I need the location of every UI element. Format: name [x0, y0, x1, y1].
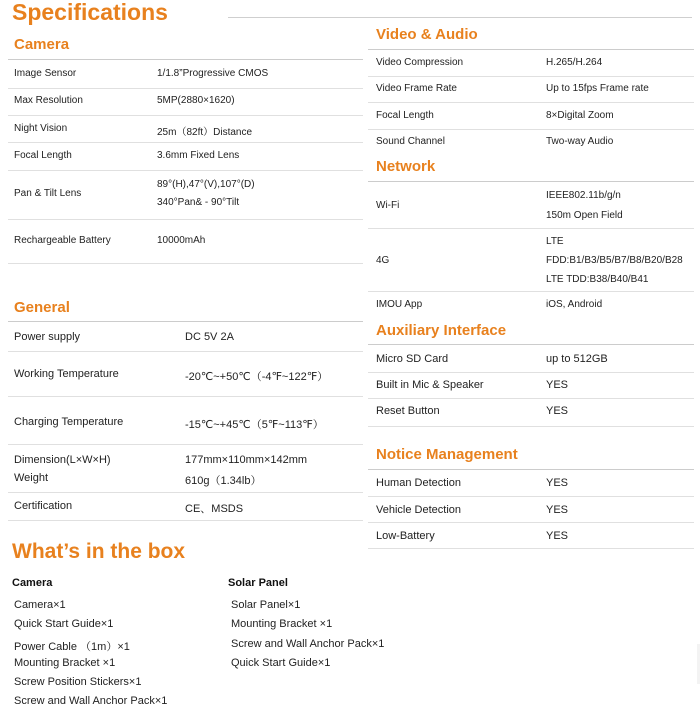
- box-camera-item: Power Cable （1m）×1: [14, 641, 130, 653]
- spec-key: Micro SD Card: [376, 353, 449, 365]
- divider: [8, 321, 363, 322]
- spec-value: YES: [546, 379, 569, 391]
- box-solar-item: Quick Start Guide×1: [231, 657, 331, 669]
- spec-value: 89°(H),47°(V),107°(D): [157, 179, 255, 190]
- box-solar-title: Solar Panel: [228, 577, 288, 589]
- spec-key: Vehicle Detection: [376, 504, 461, 516]
- spec-value: Two-way Audio: [546, 136, 614, 147]
- divider: [8, 142, 363, 143]
- spec-row-wifi: [376, 190, 694, 226]
- spec-key: Night Vision: [14, 123, 68, 134]
- spec-key: Focal Length: [14, 150, 72, 161]
- divider: [8, 444, 363, 445]
- divider: [8, 492, 363, 493]
- spec-key: Wi-Fi: [376, 200, 400, 211]
- divider: [368, 129, 694, 130]
- camera-heading: Camera: [14, 36, 70, 53]
- general-heading: General: [14, 299, 70, 316]
- divider: [8, 396, 363, 397]
- divider: [368, 372, 694, 373]
- spec-key: Focal Length: [376, 110, 434, 121]
- spec-value: FDD:B1/B3/B5/B7/B8/B20/B28: [546, 255, 683, 266]
- spec-value: 1/1.8”Progressive CMOS: [157, 68, 269, 79]
- network-heading: Network: [376, 158, 436, 175]
- spec-value: YES: [546, 405, 569, 417]
- spec-value: IEEE802.11b/g/n: [546, 190, 621, 201]
- spec-value: YES: [546, 477, 569, 489]
- spec-value: LTE TDD:B38/B40/B41: [546, 274, 649, 285]
- spec-key: Working Temperature: [14, 368, 119, 380]
- divider: [8, 59, 363, 60]
- box-camera-item: Mounting Bracket ×1: [14, 657, 116, 669]
- divider: [368, 228, 694, 229]
- divider: [368, 548, 694, 549]
- spec-value: 177mm×110mm×142mm: [185, 454, 308, 466]
- spec-value: -20℃~+50℃（-4℉~122℉）: [185, 371, 329, 383]
- spec-key: Rechargeable Battery: [14, 235, 111, 246]
- spec-row-dimension-weight: [14, 454, 364, 488]
- spec-key: Sound Channel: [376, 136, 445, 147]
- spec-value: YES: [546, 530, 569, 542]
- spec-value: -15℃~+45℃（5℉~113℉）: [185, 419, 324, 431]
- box-solar-item: Mounting Bracket ×1: [231, 618, 333, 630]
- spec-key: Max Resolution: [14, 95, 83, 106]
- divider: [8, 219, 363, 220]
- divider: [8, 263, 363, 264]
- divider: [368, 344, 694, 345]
- divider: [368, 496, 694, 497]
- spec-key: Low-Battery: [376, 530, 435, 542]
- spec-key: IMOU App: [376, 299, 423, 310]
- box-camera-item: Screw and Wall Anchor Pack×1: [14, 695, 168, 707]
- divider: [8, 351, 363, 352]
- divider: [368, 76, 694, 77]
- spec-key: Charging Temperature: [14, 416, 124, 428]
- divider: [368, 181, 694, 182]
- spec-value: iOS, Android: [546, 299, 603, 310]
- spec-value: 610g（1.34lb）: [185, 475, 262, 487]
- box-camera-item: Camera×1: [14, 599, 66, 611]
- spec-key: Image Sensor: [14, 68, 77, 79]
- spec-key: Certification: [14, 500, 73, 512]
- spec-value: 340°Pan& - 90°Tilt: [157, 197, 240, 208]
- box-title: What’s in the box: [12, 540, 186, 563]
- page-title: Specifications: [12, 0, 168, 25]
- spec-key: Pan & Tilt Lens: [14, 188, 82, 199]
- box-camera-item: Screw Position Stickers×1: [14, 676, 142, 688]
- notice-heading: Notice Management: [376, 446, 518, 463]
- spec-value: Up to 15fps Frame rate: [546, 83, 649, 94]
- divider: [368, 469, 694, 470]
- box-solar-item: Solar Panel×1: [231, 599, 301, 611]
- spec-key: Video Compression: [376, 57, 464, 68]
- spec-key: 4G: [376, 255, 390, 266]
- spec-key: Human Detection: [376, 477, 461, 489]
- spec-key: Weight: [14, 472, 49, 484]
- spec-value: 150m Open Field: [546, 210, 623, 221]
- box-camera-item: Quick Start Guide×1: [14, 618, 114, 630]
- spec-key: Reset Button: [376, 405, 440, 417]
- auxiliary-heading: Auxiliary Interface: [376, 322, 507, 339]
- spec-value: LTE: [546, 236, 564, 247]
- spec-value: 25m（82ft）Distance: [157, 127, 253, 138]
- spec-key: Video Frame Rate: [376, 83, 457, 94]
- box-camera-title: Camera: [12, 577, 53, 589]
- divider: [368, 522, 694, 523]
- spec-key: Built in Mic & Speaker: [376, 379, 484, 391]
- spec-value: DC 5V 2A: [185, 331, 234, 343]
- divider: [8, 520, 363, 521]
- divider: [368, 102, 694, 103]
- box-solar-item: Screw and Wall Anchor Pack×1: [231, 638, 385, 650]
- divider: [368, 49, 694, 50]
- divider: [368, 426, 694, 427]
- divider: [368, 398, 694, 399]
- divider: [8, 170, 363, 171]
- spec-key: Dimension(L×W×H): [14, 454, 111, 466]
- spec-row-pan-tilt: [14, 179, 364, 213]
- video-audio-heading: Video & Audio: [376, 26, 478, 43]
- spec-value: H.265/H.264: [546, 57, 603, 68]
- spec-value: 5MP(2880×1620): [157, 95, 235, 106]
- spec-value: 8×Digital Zoom: [546, 110, 614, 121]
- spec-value: 10000mAh: [157, 235, 206, 246]
- spec-value: up to 512GB: [546, 353, 608, 365]
- divider: [8, 115, 363, 116]
- spec-value: 3.6mm Fixed Lens: [157, 150, 240, 161]
- spec-value: CE、MSDS: [185, 503, 244, 515]
- spec-key: Power supply: [14, 331, 81, 343]
- spec-value: YES: [546, 504, 569, 516]
- divider: [368, 291, 694, 292]
- title-rule: [228, 17, 692, 18]
- divider: [8, 88, 363, 89]
- spec-row-4g: [376, 236, 694, 286]
